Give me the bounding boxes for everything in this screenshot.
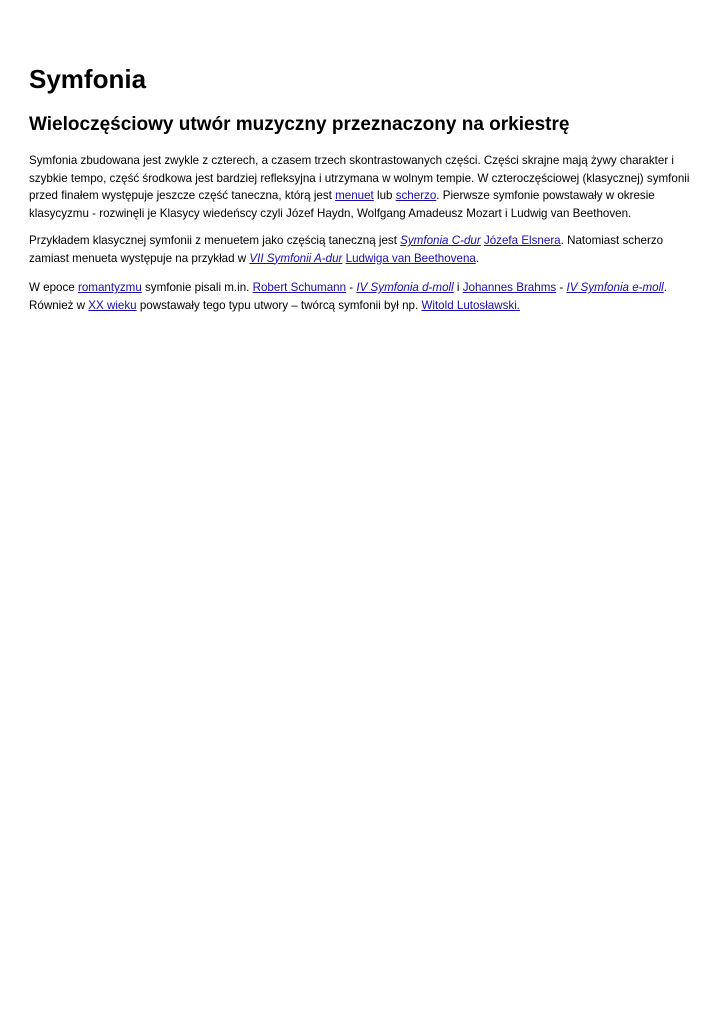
paragraph-text: Symfonia zbudowana jest zwykle z czterech, a czasem trzech skontrastowanych części. Części skrajne mają żywy charakter i szybkie tempo, część środkowa jest bardziej refleksyjna i utrzymana w wolnym tempie. W czteroczęściowej (klasycznej) symfonii przed finałem występuje jeszcze część taneczna, którą jest bbox=[29, 154, 690, 202]
paragraph-text: - bbox=[346, 281, 357, 294]
link-symfonia-c-dur[interactable]: Symfonia C-dur bbox=[400, 234, 481, 247]
link-scherzo[interactable]: scherzo bbox=[395, 189, 437, 202]
page-subtitle: Wieloczęściowy utwór muzyczny przeznaczony na orkiestrę bbox=[29, 114, 570, 135]
link-jozef-elsner[interactable]: Józefa Elsnera bbox=[483, 234, 561, 247]
link-xx-wiek[interactable]: XX wieku bbox=[88, 298, 137, 312]
paragraph-text: W epoce bbox=[29, 281, 78, 294]
paragraph-text: Przykładem klasycznej symfonii z menuetem jako częścią taneczną jest bbox=[29, 234, 401, 247]
link-beethoven[interactable]: Ludwiga van Beethovena bbox=[345, 251, 476, 265]
paragraph-text: lub bbox=[373, 189, 396, 202]
link-menuet[interactable]: menuet bbox=[335, 189, 374, 202]
paragraph-examples bbox=[29, 232, 697, 267]
paragraph-text: i bbox=[453, 281, 463, 294]
link-romantyzm[interactable]: romantyzmu bbox=[77, 281, 142, 294]
paragraph-text: . Natomiast scherzo zamiast menueta występuje na przykład w bbox=[29, 234, 664, 265]
link-witold-lutoslawski[interactable]: Witold Lutosławski. bbox=[421, 298, 521, 312]
paragraph-text: . bbox=[475, 251, 480, 265]
paragraph-text: - bbox=[556, 281, 567, 294]
paragraph-structure bbox=[29, 152, 697, 222]
page-title: Symfonia bbox=[29, 64, 147, 94]
paragraph-text: . Również w bbox=[29, 281, 667, 312]
paragraph-text: . Pierwsze symfonie powstawały w okresie klasycyzmu - rozwinęli je Klasycy wiedeńscy czyli Józef Haydn, Wolfgang Amadeusz Mozart i Ludwig van Beethoven. bbox=[29, 189, 655, 220]
link-johannes-brahms[interactable]: Johannes Brahms bbox=[462, 281, 557, 294]
paragraph-text: symfonie pisali m.in. bbox=[141, 281, 253, 294]
paragraph-text: powstawały tego typu utwory – twórcą symfonii był np. bbox=[136, 298, 422, 312]
paragraph-romanticism bbox=[29, 279, 697, 314]
link-vii-symfonia-a-dur[interactable]: VII Symfonii A-dur bbox=[249, 251, 343, 265]
link-robert-schumann[interactable]: Robert Schumann bbox=[252, 281, 347, 294]
link-iv-symfonia-e-moll[interactable]: IV Symfonia e-moll bbox=[566, 281, 664, 294]
link-iv-symfonia-d-moll[interactable]: IV Symfonia d-moll bbox=[356, 281, 454, 294]
